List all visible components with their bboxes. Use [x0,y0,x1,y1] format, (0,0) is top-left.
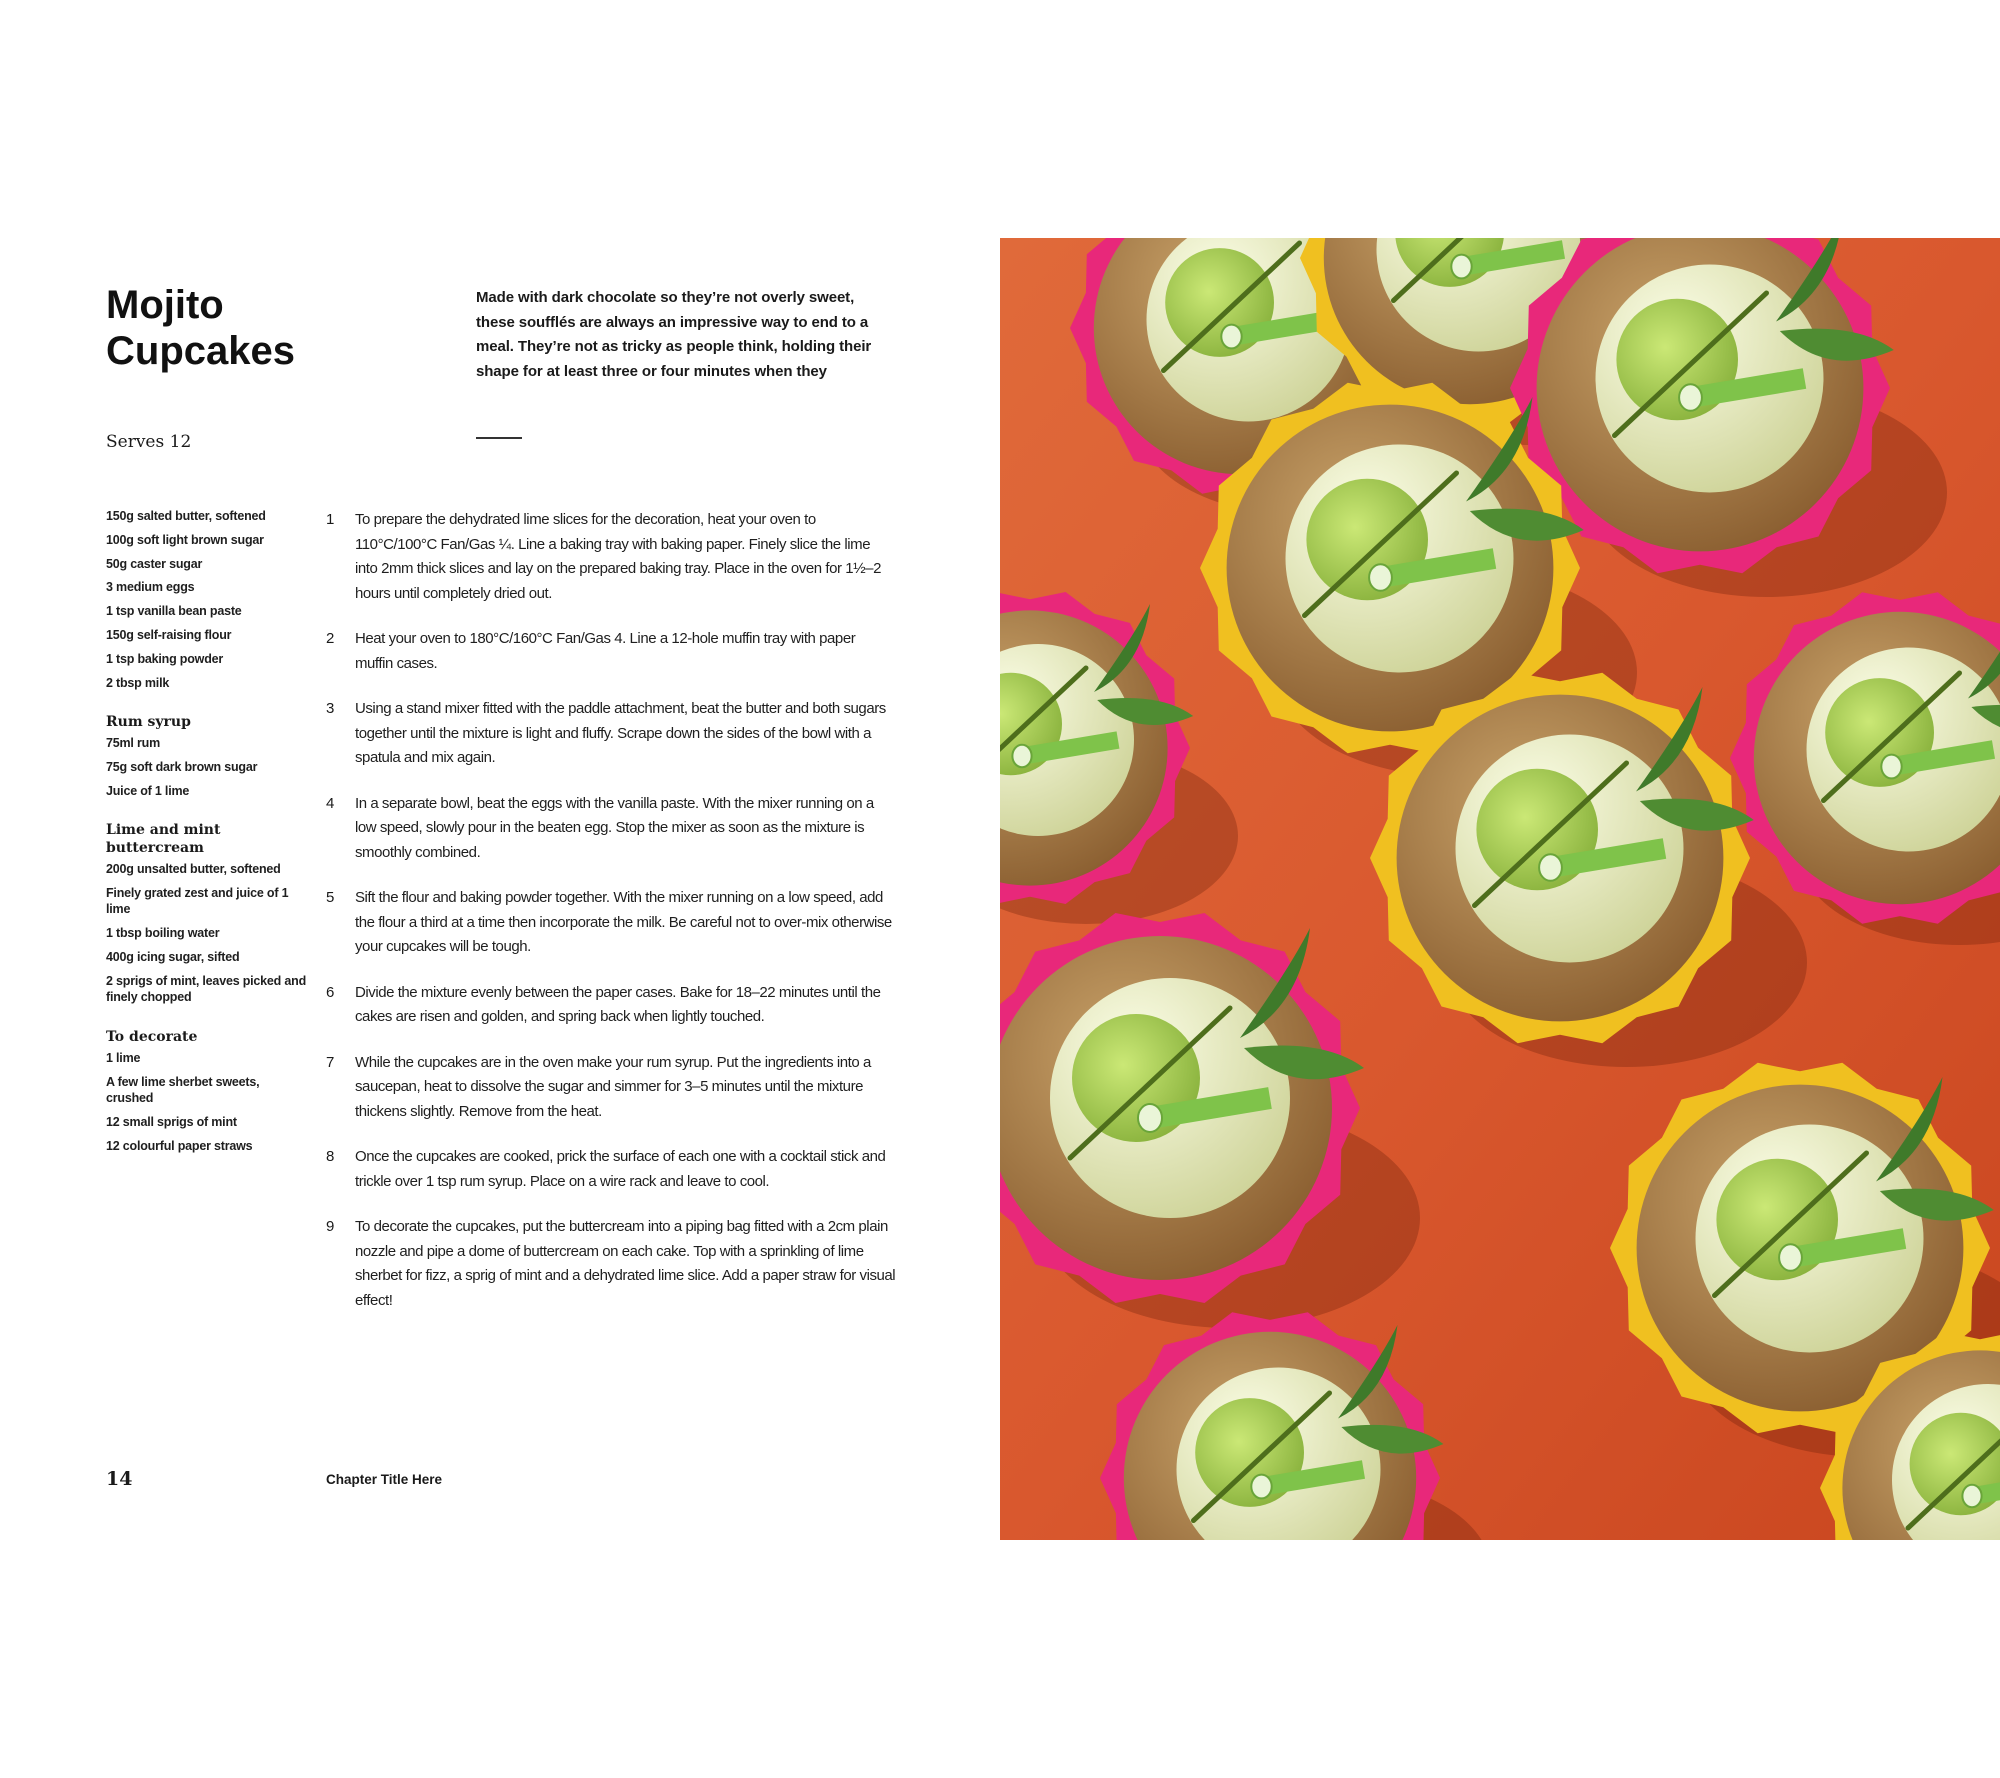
ingredient-item: 2 sprigs of mint, leaves picked and finely chopped [106,973,307,1005]
ingredient-item: Finely grated zest and juice of 1 lime [106,885,289,917]
step-text: Using a stand mixer fitted with the paddle attachment, beat the butter and both sugars together until the mixture is light and fluffy. Scrape down the sides of the bowl with a spatula and mix again. [355,700,886,766]
ingredient-item: A few lime sherbet sweets, crushed [106,1074,260,1106]
straw-end [1539,854,1562,881]
step-text: To decorate the cupcakes, put the buttercream into a piping bag fitted with a 2cm plain nozzle and pipe a dome of buttercream on each cake. Top with a sprinkling of lime sherbet for fizz, a sprig of mint and a dehydrated lime slice. Add a paper straw for visual effect! [355,1218,896,1309]
straw-end [1251,1475,1271,1499]
straw-end [1012,745,1031,767]
ingredient-item: 3 medium eggs [106,580,195,595]
step-number: 5 [326,889,335,906]
serves-label: Serves 12 [106,432,192,452]
ingredient-item: 400g icing sugar, sifted [106,950,240,965]
cupcakes-photo [1000,238,2000,1540]
ingredient-item: 150g salted butter, softened [106,509,266,523]
step-number: 1 [326,511,335,528]
step-text: In a separate bowl, beat the eggs with the vanilla paste. With the mixer running on a low speed, slowly pour in the beaten egg. Stop the mixer as soon as the mixture is smoothly combined. [355,794,874,861]
ingredient-group-heading: To decorate [106,1028,198,1045]
ingredient-item: 50g caster sugar [106,556,203,571]
step-number: 7 [326,1053,335,1071]
method-step [326,1051,896,1125]
straw-end [1451,255,1471,279]
ingredients-main [106,508,306,691]
ingredient-item: 150g self-raising flour [106,627,232,642]
straw-end [1881,755,1901,779]
title-line-1: Mojito [106,283,224,327]
chapter-title: Chapter Title Here [326,1472,443,1487]
ingredient-item: 1 tbsp boiling water [106,926,220,941]
ingredient-item: 1 tsp vanilla bean paste [106,604,242,619]
step-text: To prepare the dehydrated lime slices for the decoration, heat your oven to 110°C/100°C Fan/Gas ¼. Line a baking tray with baking paper. Finely slice the lime into 2mm thick slices and lay on the prepared baking tray. Place in the oven for 1½–2 hours until completely dried out. [355,511,881,602]
method-step [326,886,896,960]
ingredient-item: 2 tbsp milk [106,675,170,690]
ingredient-item: 1 tsp baking powder [106,651,224,666]
ingredient-item: 100g soft light brown sugar [106,532,264,547]
step-number: 4 [326,794,335,812]
recipe-title [106,282,436,374]
ingredient-group-heading: Rum syrup [106,714,191,731]
ingredient-group-heading: Lime and mint buttercream [106,822,221,857]
ingredient-item: 75ml rum [106,736,160,751]
ingredient-item: Juice of 1 lime [106,783,190,798]
straw-end [1779,1244,1802,1271]
step-text: Once the cupcakes are cooked, prick the surface of each one with a cocktail stick and trickle over 1 tsp rum syrup. Place on a wire rack and leave to cool. [355,1148,886,1190]
step-number: 3 [326,700,335,717]
ingredients-list [106,508,306,1176]
method-step [326,508,896,606]
step-text: While the cupcakes are in the oven make your rum syrup. Put the ingredients into a saucepan, heat to dissolve the sugar and simmer for 3–5 minutes until the mixture thickens slightly. Remove from the heat. [355,1053,871,1120]
step-number: 9 [326,1218,335,1235]
method-step [326,792,896,866]
straw-end [1369,564,1392,591]
method-steps [326,508,896,1334]
method-step [326,1145,896,1194]
recipe-intro: Made with dark chocolate so they’re not overly sweet, these soufflés are always an impressive way to end to a meal. They’re not as tricky as people think, holding their shape for at least three or four minutes when they [476,289,872,380]
ingredient-item: 75g soft dark brown sugar [106,759,258,774]
step-text: Heat your oven to 180°C/160°C Fan/Gas 4. Line a 12-hole muffin tray with paper muffin cases. [355,630,856,672]
method-step [326,697,896,771]
ingredients-rum-syrup [106,713,306,799]
straw-end [1138,1104,1162,1132]
step-number: 2 [326,630,335,647]
method-step [326,981,896,1030]
step-number: 8 [326,1148,335,1165]
ingredient-item: 12 small sprigs of mint [106,1114,237,1129]
ingredient-item: 200g unsalted butter, softened [106,862,281,877]
step-number: 6 [326,983,335,1001]
ingredient-item: 12 colourful paper straws [106,1138,253,1153]
step-text: Divide the mixture evenly between the paper cases. Bake for 18–22 minutes until the cakes are risen and golden, and spring back when lightly touched. [355,983,881,1025]
method-step [326,627,896,676]
straw-end [1679,384,1702,411]
cupcakes-photo-svg [1000,238,2000,1540]
ingredients-buttercream [106,821,306,1006]
method-step [326,1215,896,1313]
intro-divider [476,437,522,439]
straw-end [1221,325,1241,349]
page-number: 14 [106,1468,133,1490]
ingredient-item: 1 lime [106,1050,141,1065]
ingredients-decorate [106,1028,306,1154]
straw-end [1962,1485,1981,1507]
step-text: Sift the flour and baking powder together. With the mixer running on a low speed, add the flour a third at a time then incorporate the milk. Be careful not to over-mix otherwise your cupcakes will be tough. [355,889,892,955]
title-line-2: Cupcakes [106,329,295,373]
